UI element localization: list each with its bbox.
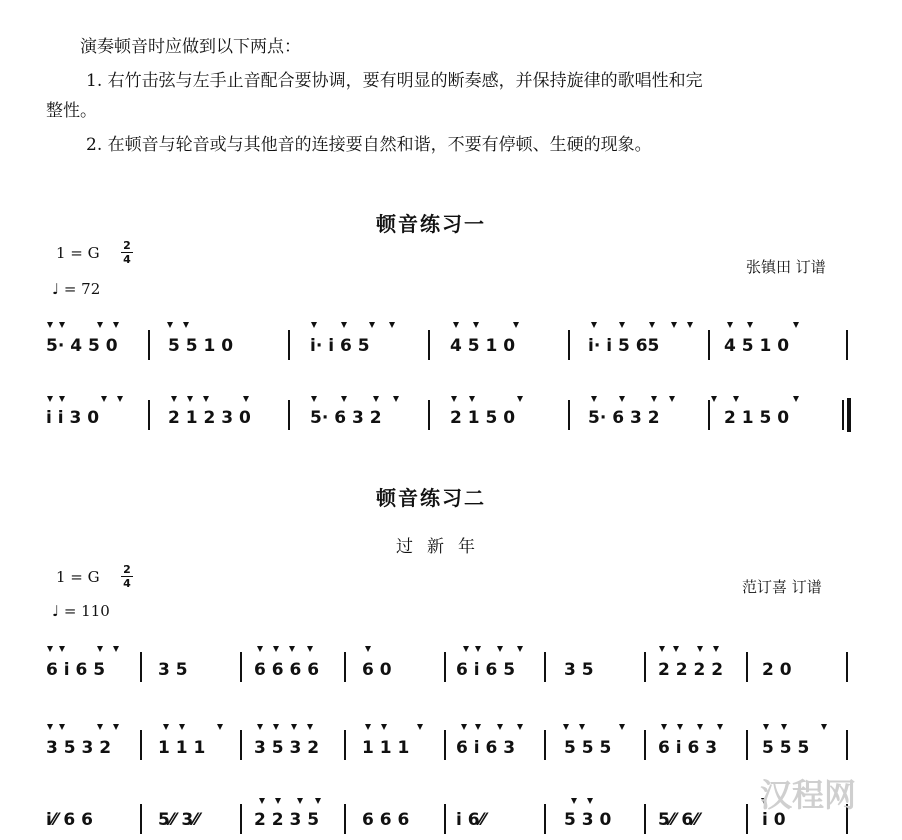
measure: 5· 6 3 2 [588,408,660,428]
time-denominator: 4 [123,577,131,590]
measure: 4 5 1 0 [724,336,790,356]
staccato-mark [163,724,169,730]
staccato-mark [587,798,593,804]
exercise1-title: 顿音练习一 [376,212,486,236]
exercise2-subtitle: 过新年 [396,537,489,557]
measure: 6 i 6 3 [658,738,718,758]
measure: i⁄⁄ 6 6 [46,810,93,830]
measure: 2 1 5 0 [724,408,790,428]
measure: 5 5 5 [762,738,810,758]
measure: 6 6 6 6 [254,660,320,680]
staccato-mark [517,724,523,730]
measure: 3 5 3 2 [46,738,112,758]
staccato-mark [651,396,657,402]
staccato-mark [781,724,787,730]
staccato-mark [649,322,655,328]
staccato-mark [619,322,625,328]
time-denominator: 4 [123,253,131,266]
measure: 3 5 [158,660,188,680]
staccato-mark [273,724,279,730]
staccato-mark [619,724,625,730]
staccato-mark [97,724,103,730]
staccato-mark [517,396,523,402]
staccato-mark [733,396,739,402]
measure: 5⁄⁄ 3⁄⁄ [158,810,199,830]
staccato-mark [341,322,347,328]
staccato-mark [203,396,209,402]
staccato-mark [747,322,753,328]
measure: 5⁄⁄ 6⁄⁄ [658,810,699,830]
staccato-mark [365,646,371,652]
staccato-mark [711,396,717,402]
staccato-mark [369,322,375,328]
staccato-mark [311,322,317,328]
measure: 1 1 1 [362,738,410,758]
staccato-mark [461,724,467,730]
staccato-mark [677,724,683,730]
staccato-mark [659,646,665,652]
measure: i i 3 0 [46,408,100,428]
measure: i· i 5 65 [588,336,660,356]
staccato-mark [497,724,503,730]
staccato-mark [297,798,303,804]
staccato-mark [113,646,119,652]
measure: 5 5 5 [564,738,612,758]
staccato-mark [727,322,733,328]
staccato-mark [473,322,479,328]
measure: 2 2 3 5 [254,810,320,830]
intro-line: 演奏顿音时应做到以下两点： [80,37,301,57]
staccato-mark [469,396,475,402]
measure: 5· 6 3 2 [310,408,382,428]
intro-point-2: 2. 在顿音与轮音或与其他音的连接要自然和谐，不要有停顿、生硬的现象。 [86,135,652,155]
staccato-mark [217,724,223,730]
staccato-mark [475,724,481,730]
measure: 6 0 [362,660,392,680]
measure: i· i 6 5 [310,336,370,356]
staccato-mark [307,646,313,652]
staccato-mark [365,724,371,730]
staccato-mark [669,396,675,402]
staccato-mark [47,724,53,730]
measure: 5· 4 5 0 [46,336,118,356]
measure: i 6⁄⁄ [456,810,486,830]
measure: i 0 [762,810,786,830]
staccato-mark [59,322,65,328]
exercise2-title: 顿音练习二 [376,486,486,510]
staccato-mark [451,396,457,402]
intro-point-1: 1. 右竹击弦与左手止音配合要协调，要有明显的断奏感，并保持旋律的歌唱性和完 [86,71,703,91]
measure: 6 6 6 [362,810,410,830]
staccato-mark [171,396,177,402]
staccato-mark [113,724,119,730]
staccato-mark [389,322,395,328]
staccato-mark [47,646,53,652]
staccato-mark [517,646,523,652]
staccato-mark [259,798,265,804]
staccato-mark [307,724,313,730]
staccato-mark [571,798,577,804]
staccato-mark [697,646,703,652]
staccato-mark [373,396,379,402]
measure: 2 1 5 0 [450,408,516,428]
staccato-mark [47,322,53,328]
measure: 6 i 6 5 [456,660,516,680]
intro-point-1-cont: 整性。 [46,101,97,121]
staccato-mark [579,724,585,730]
measure: 2 2 2 2 [658,660,724,680]
staccato-mark [687,322,693,328]
staccato-mark [167,322,173,328]
staccato-mark [97,322,103,328]
staccato-mark [793,322,799,328]
staccato-mark [591,396,597,402]
measure: 3 5 [564,660,594,680]
staccato-mark [243,396,249,402]
staccato-mark [117,396,123,402]
time-numerator: 2 [123,239,131,252]
measure: 1 1 1 [158,738,206,758]
watermark-logo: 汉程网 [760,776,857,814]
exercise1-tempo: ♩ = 72 [52,280,101,298]
staccato-mark [59,646,65,652]
staccato-mark [393,396,399,402]
staccato-mark [793,396,799,402]
staccato-mark [763,724,769,730]
measure: 5 5 1 0 [168,336,234,356]
staccato-mark [291,724,297,730]
measure: 6 i 6 3 [456,738,516,758]
staccato-mark [59,724,65,730]
staccato-mark [463,646,469,652]
staccato-mark [591,322,597,328]
staccato-mark [341,396,347,402]
staccato-mark [673,646,679,652]
measure: 5 3 0 [564,810,612,830]
staccato-mark [619,396,625,402]
staccato-mark [417,724,423,730]
staccato-mark [59,396,65,402]
exercise2-key: 1 = G [56,568,100,586]
staccato-mark [381,724,387,730]
staccato-mark [497,646,503,652]
staccato-mark [257,646,263,652]
staccato-mark [475,646,481,652]
staccato-mark [717,724,723,730]
time-numerator: 2 [123,563,131,576]
staccato-mark [257,724,263,730]
measure: 2 1 2 3 0 [168,408,251,428]
exercise1-credit: 张镇田 订谱 [746,258,826,276]
staccato-mark [113,322,119,328]
staccato-mark [311,396,317,402]
exercise2-credit: 范订喜 订谱 [742,578,822,596]
staccato-mark [273,646,279,652]
staccato-mark [697,724,703,730]
staccato-mark [315,798,321,804]
measure: 2 0 [762,660,792,680]
staccato-mark [183,322,189,328]
staccato-mark [821,724,827,730]
staccato-mark [453,322,459,328]
exercise2-tempo: ♩ = 110 [52,602,110,620]
staccato-mark [47,396,53,402]
staccato-mark [289,646,295,652]
staccato-mark [275,798,281,804]
measure: 4 5 1 0 [450,336,516,356]
staccato-mark [97,646,103,652]
staccato-mark [713,646,719,652]
measure: 6 i 6 5 [46,660,106,680]
staccato-mark [671,322,677,328]
staccato-mark [187,396,193,402]
measure: 3 5 3 2 [254,738,320,758]
staccato-mark [101,396,107,402]
staccato-mark [513,322,519,328]
staccato-mark [661,724,667,730]
staccato-mark [563,724,569,730]
exercise1-key: 1 = G [56,244,100,262]
staccato-mark [179,724,185,730]
